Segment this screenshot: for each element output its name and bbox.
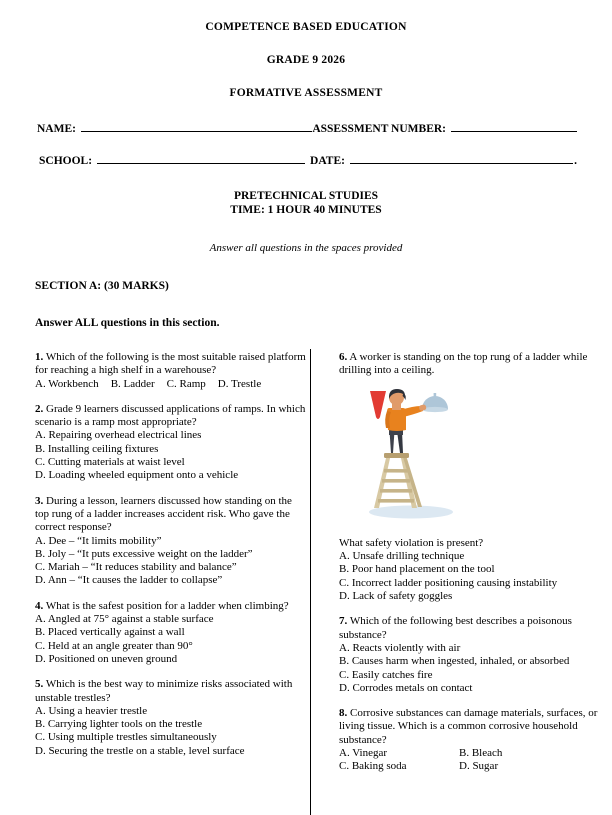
date-trailing-period: . xyxy=(574,154,577,167)
question-stem xyxy=(35,678,307,705)
question-block xyxy=(35,495,307,588)
question-number: 2. xyxy=(35,402,44,415)
subject-title: PRETECHNICAL STUDIES xyxy=(233,189,379,202)
question-block xyxy=(339,615,611,695)
worker-on-ladder-illustration xyxy=(339,384,514,524)
question-number: 6. xyxy=(339,350,348,363)
question-stem-text: Which is the best way to minimize risks associated with unstable trestles? xyxy=(35,678,293,704)
option-choice[interactable]: A. Repairing overhead electrical lines xyxy=(35,429,202,442)
option-choice[interactable]: C. Using multiple trestles simultaneously xyxy=(35,731,217,744)
option-choice[interactable]: C. Cutting materials at waist level xyxy=(35,456,185,469)
option-choice[interactable]: D. Corrodes metals on contact xyxy=(339,681,473,694)
option-choice[interactable]: B. Ladder xyxy=(110,377,155,390)
question-stem-text: During a lesson, learners discussed how standing on the top rung of a ladder increases accident risk. Who gave the correct response? xyxy=(35,494,292,534)
option-choice[interactable]: B. Poor hand placement on the tool xyxy=(339,563,495,576)
page-subtitle-assessment-type: FORMATIVE ASSESSMENT xyxy=(229,87,383,99)
left-question-column xyxy=(35,351,307,758)
question-stem xyxy=(339,351,611,378)
question-number: 7. xyxy=(339,615,348,628)
option-choice[interactable]: D. Trestle xyxy=(217,377,262,390)
option-choice[interactable]: A. Angled at 75° against a stable surface xyxy=(35,613,214,626)
option-choice[interactable]: B. Bleach xyxy=(459,747,503,760)
column-divider-rule xyxy=(310,349,311,815)
question-block xyxy=(339,707,611,773)
option-choice[interactable]: C. Held at an angle greater than 90° xyxy=(35,639,193,652)
question-block xyxy=(35,351,307,391)
school-label: SCHOOL: xyxy=(39,154,93,167)
date-label: DATE: xyxy=(310,154,345,167)
question-number: 5. xyxy=(35,678,44,691)
school-and-date-row xyxy=(35,153,577,167)
question-stem-text: What is the safest position for a ladder when climbing? xyxy=(45,599,289,612)
name-label: NAME: xyxy=(37,122,76,135)
general-instruction: Answer all questions in the spaces provided xyxy=(209,241,403,254)
question-number: 1. xyxy=(35,350,44,363)
option-row xyxy=(35,378,307,391)
question-stem xyxy=(339,615,611,642)
option-choice[interactable]: B. Causes harm when ingested, inhaled, or absorbed xyxy=(339,655,570,668)
option-choice[interactable]: A. Unsafe drilling technique xyxy=(339,550,465,563)
option-choice[interactable]: D. Loading wheeled equipment onto a vehicle xyxy=(35,469,239,482)
date-input-line[interactable] xyxy=(350,153,573,164)
page-subtitle-grade-year: GRADE 9 2026 xyxy=(266,54,346,66)
subject-time: TIME: 1 HOUR 40 MINUTES xyxy=(230,204,382,217)
option-choice[interactable]: A. Dee – “It limits mobility” xyxy=(35,534,162,547)
question-stem-text: A worker is standing on the top rung of a ladder while drilling into a ceiling. xyxy=(339,350,588,377)
question-stem-text: Which of the following best describes a poisonous substance? xyxy=(339,615,572,641)
option-choice[interactable]: D. Sugar xyxy=(459,760,499,773)
question-block xyxy=(339,351,611,603)
option-choice[interactable]: A. Using a heavier trestle xyxy=(35,704,148,717)
option-choice[interactable]: D. Positioned on uneven ground xyxy=(35,652,178,665)
red-pendant-lamp-icon xyxy=(370,391,386,419)
option-choice[interactable]: B. Installing ceiling fixtures xyxy=(35,442,159,455)
two-column-question-area xyxy=(35,350,598,774)
page-title-competence-based-education: COMPETENCE BASED EDUCATION xyxy=(205,21,407,33)
option-choice[interactable]: A. Workbench xyxy=(35,377,99,390)
question-block xyxy=(35,600,307,666)
assessment-number-input-line[interactable] xyxy=(451,121,577,132)
subject-block xyxy=(35,189,577,218)
name-input-line[interactable] xyxy=(81,121,312,132)
option-choice[interactable]: A. Reacts violently with air xyxy=(339,641,461,654)
section-a-heading: SECTION A: (30 MARKS) xyxy=(35,279,169,292)
option-choice[interactable]: C. Baking soda xyxy=(339,760,407,773)
question-stem-text: Grade 9 learners discussed applications of ramps. In which scenario is a ramp most appropriate? xyxy=(35,402,306,429)
option-grid xyxy=(339,747,611,774)
option-choice[interactable]: B. Carrying lighter tools on the trestle xyxy=(35,718,203,731)
question-stem xyxy=(35,600,307,613)
question-block xyxy=(35,403,307,483)
option-choice[interactable]: A. Vinegar xyxy=(339,747,388,760)
option-choice[interactable]: D. Lack of safety goggles xyxy=(339,590,453,603)
question-stem xyxy=(35,351,307,378)
section-a-subheading: Answer ALL questions in this section. xyxy=(35,316,220,329)
ceiling-lamp-icon xyxy=(422,393,448,412)
assessment-number-label: ASSESSMENT NUMBER: xyxy=(312,122,446,135)
option-choice[interactable]: D. Ann – “It causes the ladder to collapse” xyxy=(35,574,223,587)
question-stem xyxy=(35,403,307,430)
option-choice[interactable]: B. Joly – “It puts excessive weight on the ladder” xyxy=(35,547,253,560)
question-stem-text: Corrosive substances can damage materials, surfaces, or living tissue. Which is a common corrosive household substance? xyxy=(339,707,598,746)
question-number: 8. xyxy=(339,707,348,720)
exam-paper-page xyxy=(0,21,612,813)
option-choice[interactable]: C. Incorrect ladder positioning causing instability xyxy=(339,576,558,589)
question-post-stem: What safety violation is present? xyxy=(339,536,484,549)
option-choice[interactable]: C. Ramp xyxy=(166,377,206,390)
question-stem-text: Which of the following is the most suitable raised platform for reaching a high shelf in a warehouse? xyxy=(35,350,306,377)
name-and-assessment-number-row xyxy=(35,121,577,135)
option-choice[interactable]: D. Securing the trestle on a stable, level surface xyxy=(35,744,245,757)
option-choice[interactable]: B. Placed vertically against a wall xyxy=(35,626,185,639)
question-number: 4. xyxy=(35,599,44,612)
question-stem xyxy=(35,495,307,535)
question-number: 3. xyxy=(35,494,44,507)
worker-figure-icon xyxy=(385,389,426,453)
question-block xyxy=(35,678,307,758)
right-question-column xyxy=(339,351,611,774)
step-ladder-icon xyxy=(374,453,422,508)
school-input-line[interactable] xyxy=(97,153,305,164)
option-choice[interactable]: C. Easily catches fire xyxy=(339,668,433,681)
option-choice[interactable]: C. Mariah – “It reduces stability and balance” xyxy=(35,561,237,574)
question-stem xyxy=(339,707,611,747)
